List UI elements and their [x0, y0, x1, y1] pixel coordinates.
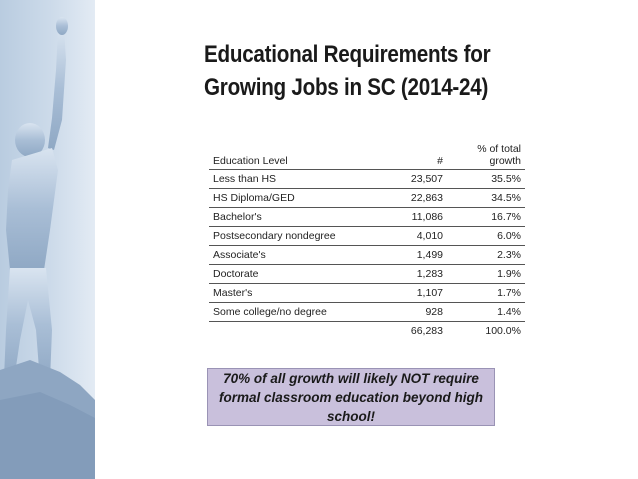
cell-percent: 1.4% [447, 303, 525, 322]
cell-level: Doctorate [209, 265, 377, 284]
table-row [209, 284, 525, 303]
table-row [209, 170, 525, 189]
header-number: # [377, 135, 447, 170]
cell-level-empty [209, 322, 377, 341]
table-row [209, 227, 525, 246]
total-number: 66,283 [410, 325, 443, 337]
cell-number: 1,499 [377, 246, 447, 265]
callout-text: 70% of all growth will likely NOT require formal classroom education beyond high school! [218, 370, 484, 424]
cell-level: Some college/no degree [209, 303, 377, 322]
table-total-row [209, 322, 525, 341]
cell-number: 928 [377, 303, 447, 322]
table-row [209, 208, 525, 227]
title-line-2: Growing Jobs in SC (2014-24) [204, 74, 489, 101]
cell-percent: 35.5% [447, 170, 525, 189]
cell-percent: 34.5% [447, 189, 525, 208]
header-percent-line1: % of total [477, 143, 521, 155]
table-row [209, 265, 525, 284]
header-percent [447, 135, 525, 170]
slide-title [204, 38, 548, 104]
header-percent-line2: growth [489, 155, 521, 167]
cell-percent: 6.0% [447, 227, 525, 246]
cell-level: HS Diploma/GED [209, 189, 377, 208]
education-requirements-table [209, 135, 525, 340]
table-row [209, 246, 525, 265]
cell-number: 1,283 [377, 265, 447, 284]
table-header-row [209, 135, 525, 170]
header-education-level: Education Level [209, 135, 377, 170]
cell-number: 22,863 [377, 189, 447, 208]
cell-percent: 1.9% [447, 265, 525, 284]
table-row [209, 303, 525, 322]
cell-level: Less than HS [209, 170, 377, 189]
decorative-side-panel [0, 0, 95, 479]
cell-level: Associate's [209, 246, 377, 265]
silhouette-figure-image [0, 0, 95, 479]
cell-percent: 2.3% [447, 246, 525, 265]
table-row [209, 189, 525, 208]
cell-percent: 1.7% [447, 284, 525, 303]
cell-number: 23,507 [377, 170, 447, 189]
cell-number: 4,010 [377, 227, 447, 246]
cell-number: 1,107 [377, 284, 447, 303]
cell-level: Bachelor's [209, 208, 377, 227]
cell-percent: 16.7% [447, 208, 525, 227]
title-line-1: Educational Requirements for [204, 41, 491, 68]
callout-box [207, 368, 495, 426]
cell-level: Postsecondary nondegree [209, 227, 377, 246]
cell-level: Master's [209, 284, 377, 303]
total-percent: 100.0% [485, 325, 521, 337]
cell-number: 11,086 [377, 208, 447, 227]
